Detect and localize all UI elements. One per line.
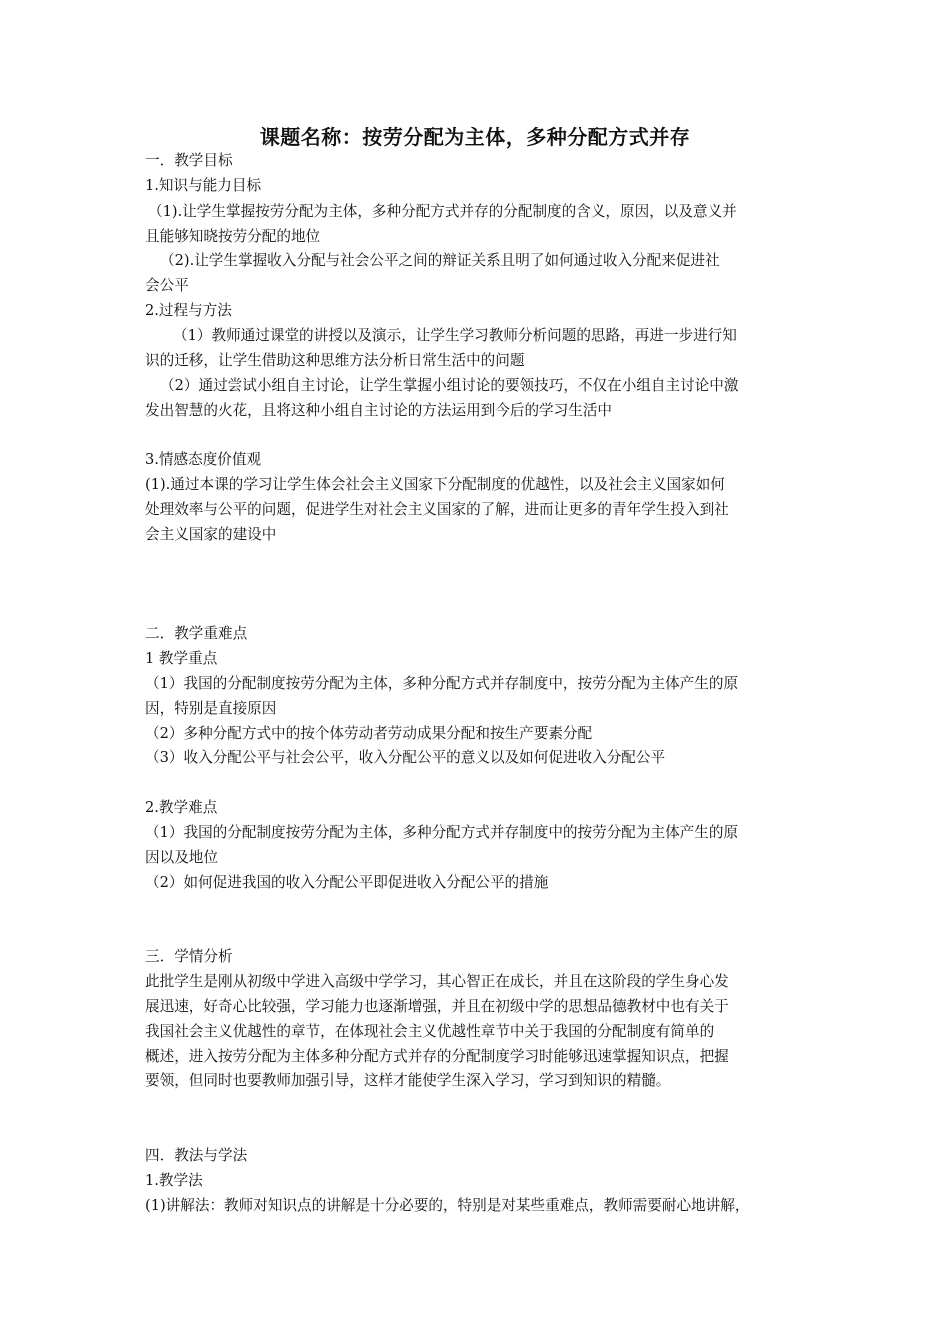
paragraph-line: （2）多种分配方式中的按个体劳动者劳动成果分配和按生产要素分配: [145, 725, 593, 742]
paragraph-line: 展迅速，好奇心比较强，学习能力也逐渐增强，并且在初级中学的思想品德教材中也有关于: [145, 998, 729, 1015]
paragraph-line: 且能够知晓按劳分配的地位: [145, 228, 321, 245]
paragraph-line: （1）我国的分配制度按劳分配为主体，多种分配方式并存制度中的按劳分配为主体产生的原: [145, 824, 739, 841]
subheading-difficulties: 2.教学难点: [145, 799, 218, 816]
paragraph-line: 会主义国家的建设中: [145, 526, 277, 543]
paragraph-line: (1)讲解法：教师对知识点的讲解是十分必要的，特别是对某些重难点，教师需要耐心地讲解，: [145, 1197, 750, 1214]
paragraph-line: （2).让学生掌握收入分配与社会公平之间的辩证关系且明了如何通过收入分配来促进社: [160, 252, 720, 269]
paragraph-line: （1）教师通过课堂的讲授以及演示，让学生学习教师分析问题的思路，再进一步进行知: [173, 327, 737, 344]
section-heading-methods: 四．教法与学法: [145, 1147, 248, 1164]
paragraph-line: (1).通过本课的学习让学生体会社会主义国家下分配制度的优越性，以及社会主义国家如何: [145, 476, 725, 493]
subheading-knowledge-ability: 1.知识与能力目标: [145, 177, 262, 194]
document-title: 课题名称：按劳分配为主体，多种分配方式并存: [259, 125, 691, 149]
paragraph-line: （3）收入分配公平与社会公平，收入分配公平的意义以及如何促进收入分配公平: [145, 749, 666, 766]
paragraph-line: 因，特别是直接原因: [145, 700, 277, 717]
subheading-teaching-method: 1.教学法: [145, 1172, 203, 1189]
paragraph-line: 发出智慧的火花，且将这种小组自主讨论的方法运用到今后的学习生活中: [145, 402, 613, 419]
paragraph-line: （1).让学生掌握按劳分配为主体，多种分配方式并存的分配制度的含义，原因，以及意义并: [148, 203, 737, 220]
paragraph-line: 处理效率与公平的问题，促进学生对社会主义国家的了解，进而让更多的青年学生投入到社: [145, 501, 729, 518]
subheading-process-method: 2.过程与方法: [145, 302, 232, 319]
section-heading-goals: 一．教学目标: [145, 152, 233, 169]
paragraph-line: 因以及地位: [145, 849, 218, 866]
paragraph-line: 此批学生是刚从初级中学进入高级中学学习，其心智正在成长，并且在这阶段的学生身心发: [145, 973, 729, 990]
paragraph-line: 识的迁移，让学生借助这种思维方法分析日常生活中的问题: [145, 352, 525, 369]
paragraph-line: 我国社会主义优越性的章节，在体现社会主义优越性章节中关于我国的分配制度有简单的: [145, 1023, 715, 1040]
paragraph-line: 会公平: [145, 277, 189, 294]
paragraph-line: （1）我国的分配制度按劳分配为主体，多种分配方式并存制度中，按劳分配为主体产生的原: [145, 675, 739, 692]
section-heading-analysis: 三．学情分析: [145, 948, 233, 965]
subheading-key-points: 1 教学重点: [145, 650, 218, 667]
paragraph-line: 概述，进入按劳分配为主体多种分配方式并存的分配制度学习时能够迅速掌握知识点，把握: [145, 1048, 729, 1065]
subheading-values: 3.情感态度价值观: [145, 451, 262, 468]
paragraph-line: （2）如何促进我国的收入分配公平即促进收入分配公平的措施: [145, 874, 549, 891]
section-heading-keypoints: 二．教学重难点: [145, 625, 248, 642]
paragraph-line: 要领，但同时也要教师加强引导，这样才能使学生深入学习，学习到知识的精髓。: [145, 1072, 671, 1089]
paragraph-line: （2）通过尝试小组自主讨论，让学生掌握小组讨论的要领技巧，不仅在小组自主讨论中激: [160, 377, 739, 394]
